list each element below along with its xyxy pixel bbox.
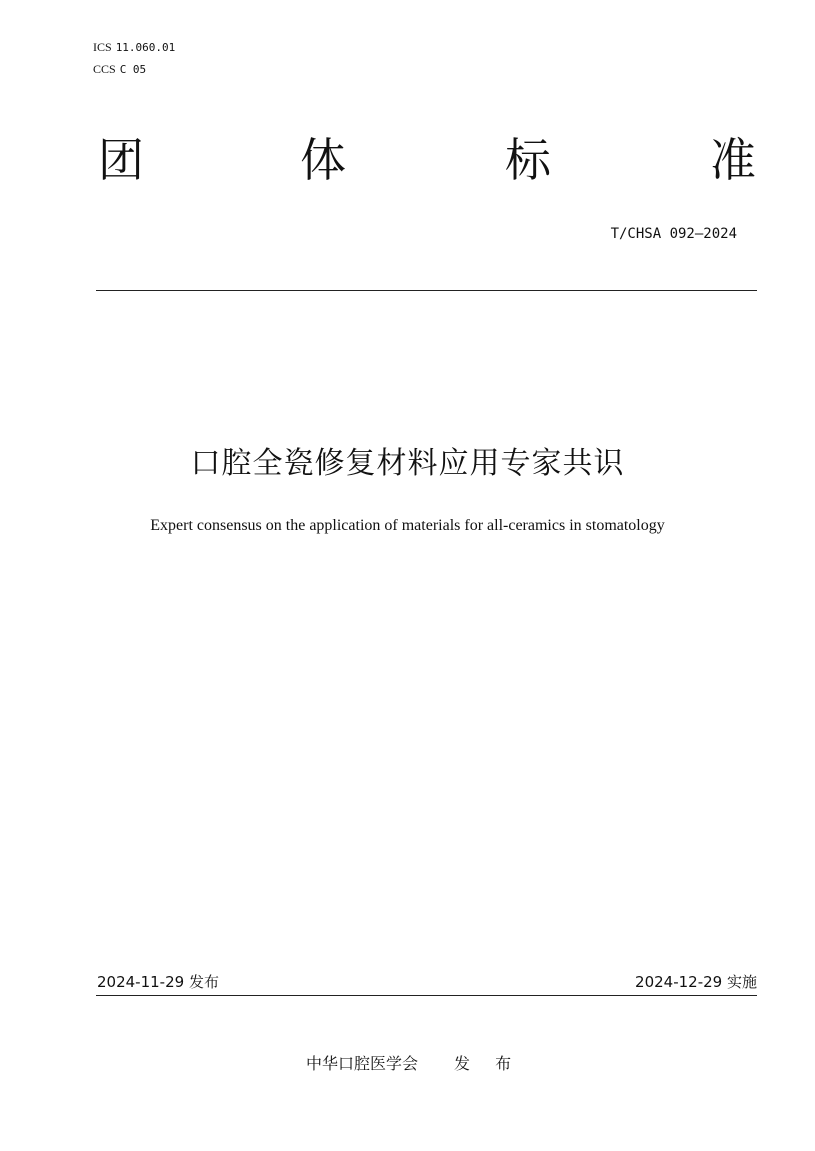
ics-label: ICS xyxy=(93,40,112,54)
publisher-action: 发 布 xyxy=(454,1054,522,1073)
standard-type-char-1: 团 xyxy=(98,133,144,187)
ccs-line xyxy=(93,62,146,77)
ics-code: 11.060.01 xyxy=(115,41,176,54)
standard-type-char-4: 准 xyxy=(710,133,756,187)
document-title-chinese: 口腔全瓷修复材料应用专家共识 xyxy=(190,446,625,481)
ccs-code: C 05 xyxy=(119,63,147,76)
ccs-label: CCS xyxy=(93,62,116,76)
footer-divider xyxy=(96,995,757,996)
publisher-name: 中华口腔医学会 xyxy=(306,1054,419,1073)
header-divider xyxy=(96,290,757,291)
issue-date: 2024-11-29 发布 xyxy=(97,973,219,991)
standard-type-char-2: 体 xyxy=(300,133,346,187)
publisher-line xyxy=(306,1054,521,1074)
standard-number: T/CHSA 092—2024 xyxy=(610,226,737,242)
ics-line xyxy=(93,40,175,55)
document-title-english: Expert consensus on the application of materials for all-ceramics in stomatology xyxy=(150,517,665,534)
standard-type-char-3: 标 xyxy=(505,133,551,187)
implementation-date: 2024-12-29 实施 xyxy=(635,973,757,991)
